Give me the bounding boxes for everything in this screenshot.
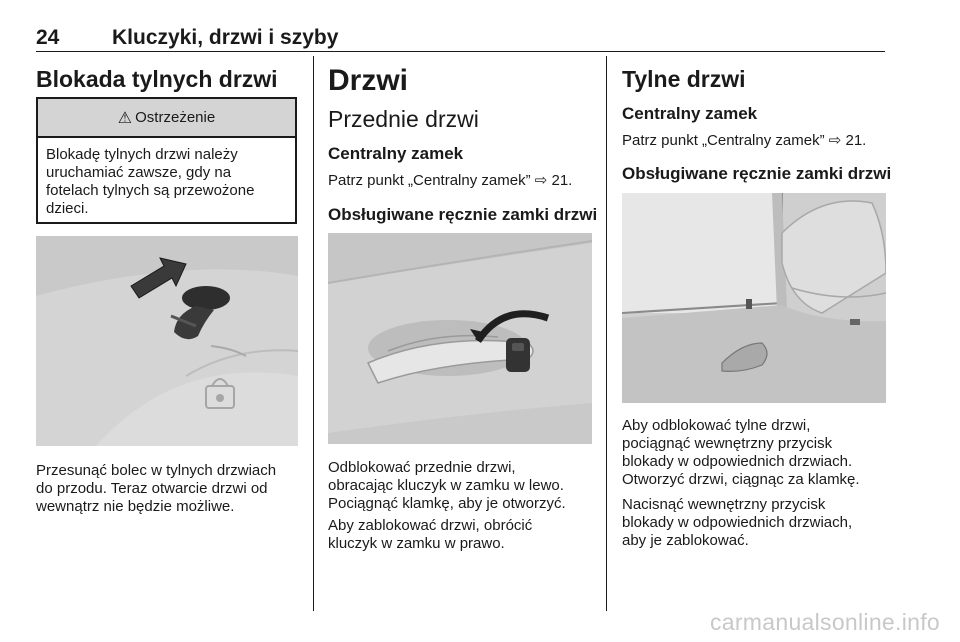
text-line: Przesunąć bolec w tylnych drzwiach [36,462,277,479]
heading-central-lock-rear: Centralny zamek [622,104,758,123]
front-door-lock-text [328,517,532,553]
section-title-doors: Drzwi [328,64,409,97]
section-title-child-lock: Blokada tylnych drzwi [36,66,278,92]
child-lock-figure [36,236,298,446]
header-rule [36,51,885,52]
subsection-title-front-doors: Przednie drzwi [328,106,479,132]
warning-heading: Ostrzeżenie [135,109,216,126]
section-title-rear-doors: Tylne drzwi [622,66,746,92]
text-line: Pociągnąć klamkę, aby je otworzyć. [328,495,566,512]
front-door-figure [328,233,592,444]
text-line: blokady w odpowiednich drzwiach. [622,453,853,470]
warning-line: Blokadę tylnych drzwi należy [46,146,238,163]
child-lock-instructions [36,462,276,516]
column-divider-2 [606,56,607,611]
warning-header [38,99,295,138]
page-number: 24 [36,26,60,49]
text-line: Odblokować przednie drzwi, [328,459,516,476]
text-line: aby je zablokować. [622,532,749,549]
front-door-handle-key-illustration [328,233,592,444]
text-line: obracając kluczyk w zamku w lewo. [328,477,564,494]
text-line: Otworzyć drzwi, ciągnąc za klamkę. [622,471,860,488]
child-lock-lever-illustration [36,236,298,446]
warning-text [38,138,295,226]
text-line: Aby zablokować drzwi, obrócić [328,517,533,534]
watermark: carmanualsonline.info [709,609,940,635]
text-line: Nacisnąć wewnętrzny przycisk [622,496,826,513]
text-line: Aby odblokować tylne drzwi, [622,417,811,434]
rear-door-interior-illustration [622,193,886,403]
warning-line: dzieci. [46,200,89,217]
warning-box [36,97,297,224]
chapter-title: Kluczyki, drzwi i szyby [112,26,339,49]
warning-line: uruchamiać zawsze, gdy na [46,164,232,181]
central-lock-reference: Patrz punkt „Centralny zamek” ⇨ 21. [328,172,573,189]
heading-manual-locks: Obsługiwane ręcznie zamki drzwi [328,205,598,224]
rear-door-unlock-text [622,417,860,489]
heading-manual-locks-rear: Obsługiwane ręcznie zamki drzwi [622,164,892,183]
warning-line: fotelach tylnych są przewożone [46,182,255,199]
warning-triangle-icon: ⚠ [117,109,133,127]
text-line: pociągnąć wewnętrzny przycisk [622,435,833,452]
text-line: wewnątrz nie będzie możliwe. [36,498,235,515]
front-door-unlock-text [328,459,566,513]
text-line: blokady w odpowiednich drzwiach, [622,514,853,531]
heading-central-lock: Centralny zamek [328,144,464,163]
rear-door-figure [622,193,886,403]
central-lock-reference-rear: Patrz punkt „Centralny zamek” ⇨ 21. [622,132,867,149]
column-divider-1 [313,56,314,611]
rear-door-lock-text [622,496,852,550]
text-line: do przodu. Teraz otwarcie drzwi od [36,480,268,497]
text-line: kluczyk w zamku w prawo. [328,535,505,552]
